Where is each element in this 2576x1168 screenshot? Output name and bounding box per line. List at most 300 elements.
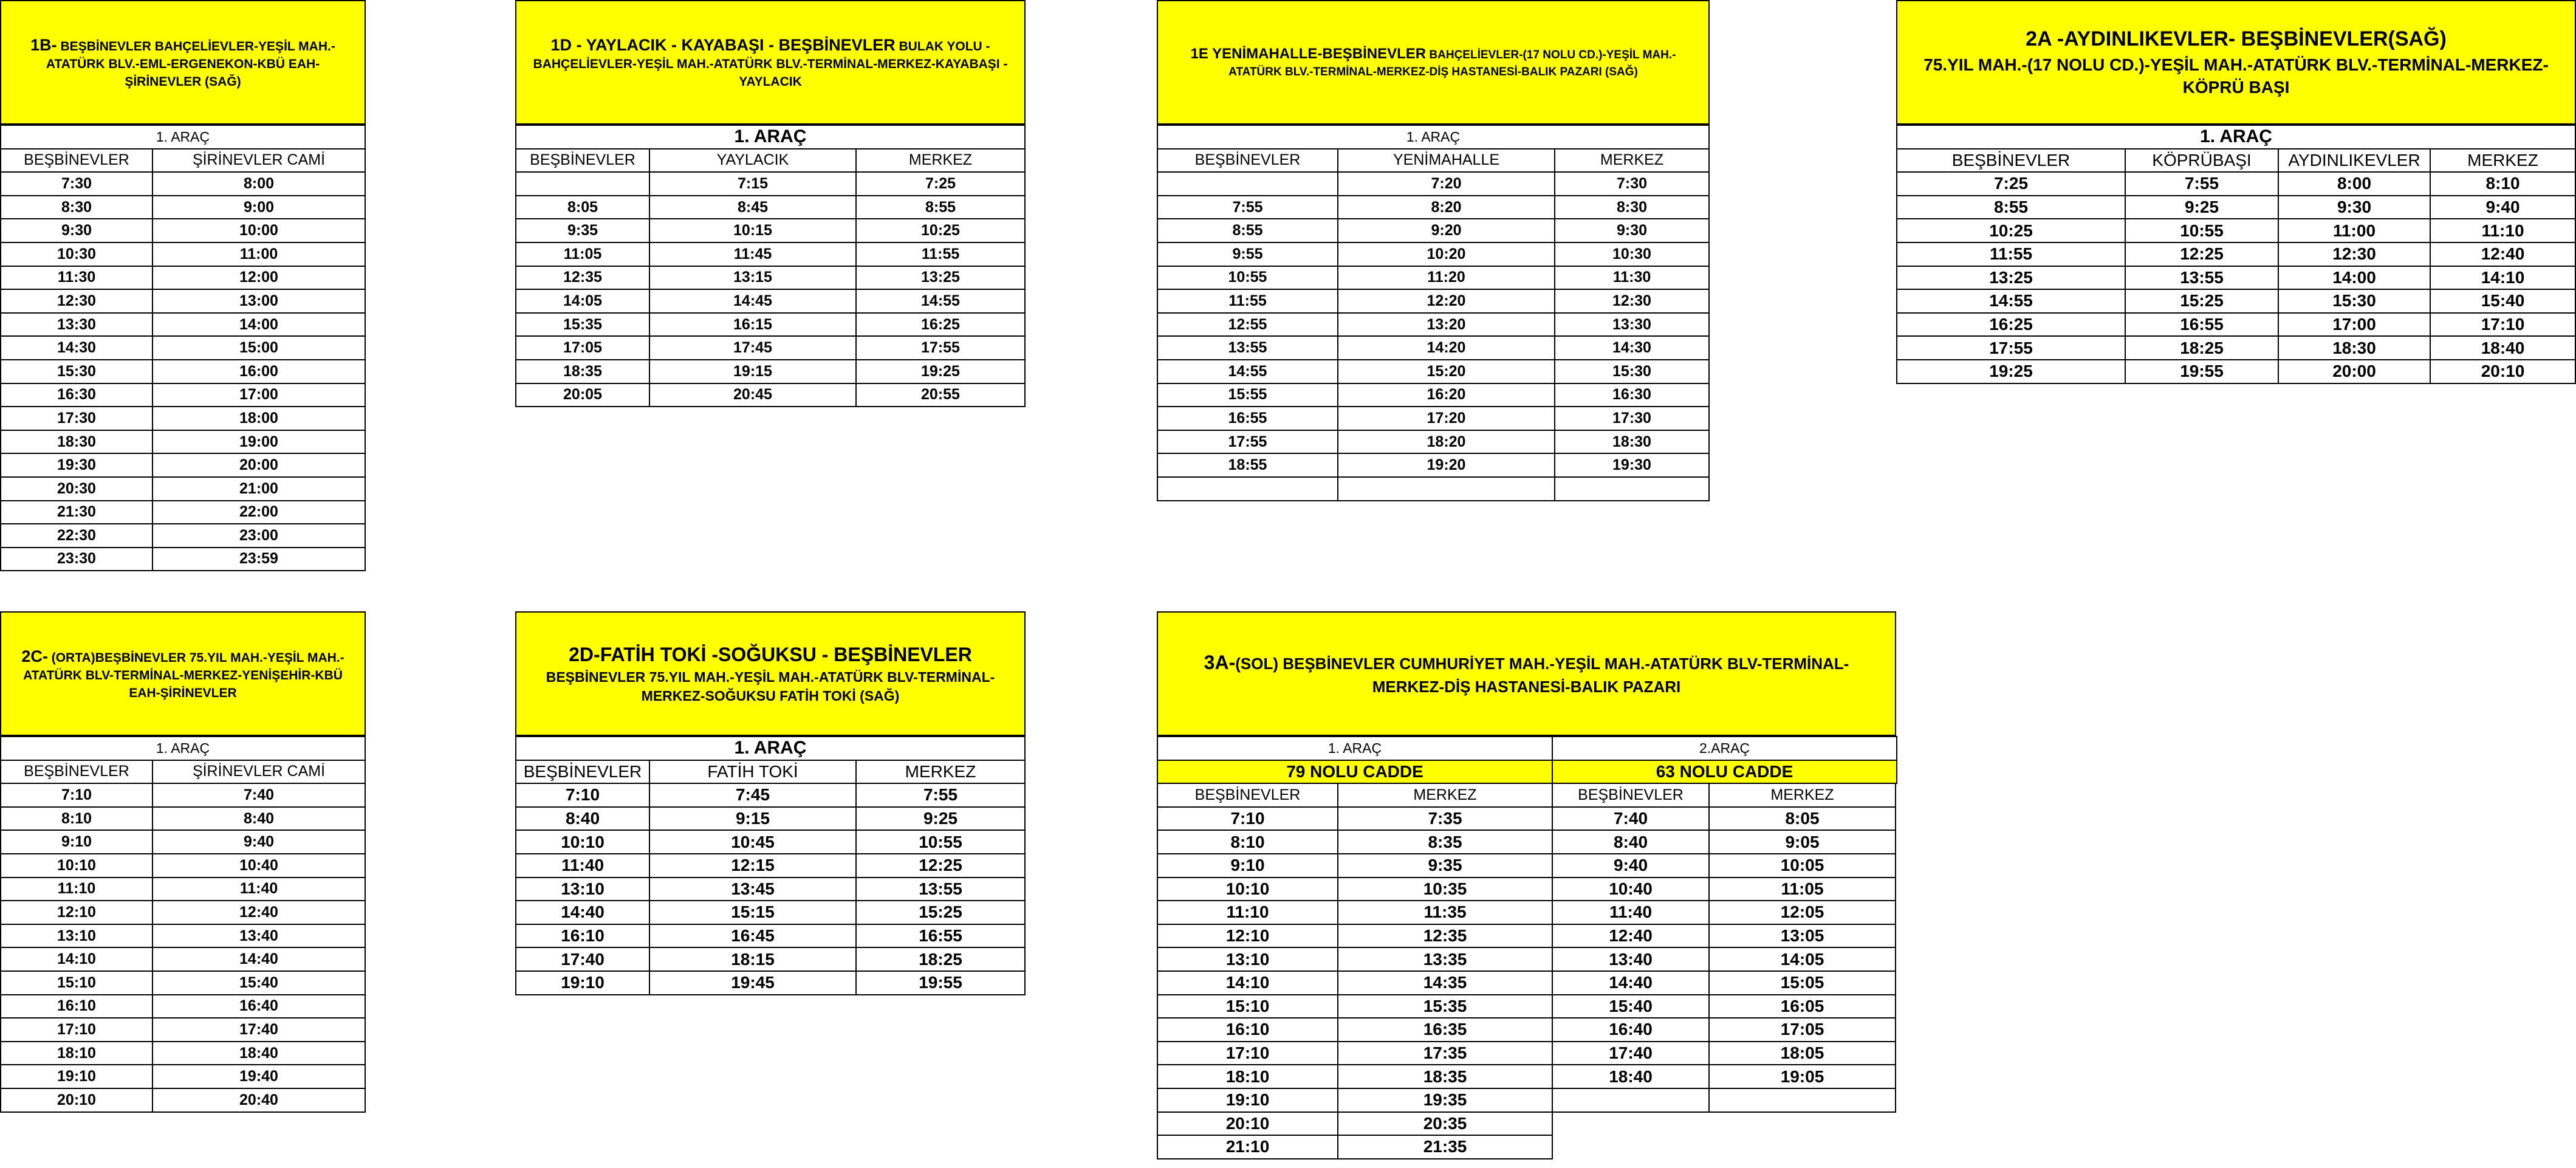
time-cell: 23:59	[152, 548, 365, 571]
time-cell: 20:40	[152, 1088, 365, 1112]
time-cell: 8:10	[1, 807, 152, 831]
time-cell: 19:05	[1709, 1065, 1896, 1088]
time-cell: 15:05	[1709, 971, 1896, 995]
time-cell: 17:10	[1157, 1042, 1338, 1065]
table-row	[1157, 901, 1896, 924]
time-cell: 18:30	[1, 430, 152, 454]
time-cell: 7:40	[1552, 807, 1709, 831]
time-cell: 10:45	[649, 830, 856, 854]
table-row	[1157, 313, 1709, 337]
time-cell: 9:30	[1555, 219, 1709, 242]
time-cell	[1157, 172, 1338, 196]
time-cell: 16:20	[1338, 383, 1555, 407]
time-cell: 11:40	[516, 854, 649, 878]
time-cell: 11:00	[152, 242, 365, 266]
time-cell: 15:10	[1157, 995, 1338, 1019]
column-header: BEŞBİNEVLER	[1, 149, 152, 173]
time-cell: 8:10	[2430, 172, 2575, 196]
time-cell: 11:05	[516, 242, 649, 266]
table-row	[1, 477, 365, 501]
time-cell: 18:20	[1338, 430, 1555, 454]
route-header	[515, 611, 1026, 736]
time-cell: 7:35	[1338, 807, 1552, 831]
table-row	[1, 196, 365, 219]
table-row	[516, 854, 1025, 878]
column-header: BEŞBİNEVLER	[1157, 149, 1338, 173]
time-cell: 20:00	[152, 453, 365, 477]
table-row	[1, 901, 365, 924]
time-cell: 20:05	[516, 383, 649, 407]
time-cell: 8:20	[1338, 196, 1555, 219]
time-cell: 12:40	[2430, 242, 2575, 266]
time-cell: 13:10	[1, 924, 152, 948]
time-cell: 14:10	[2430, 266, 2575, 290]
time-cell: 19:30	[1555, 453, 1709, 477]
time-cell: 17:00	[2278, 313, 2430, 337]
table-row	[516, 971, 1025, 995]
table-row	[1, 336, 365, 360]
time-cell: 14:55	[856, 289, 1025, 313]
time-cell: 8:40	[152, 807, 365, 831]
time-cell: 17:05	[1709, 1018, 1896, 1042]
route-header	[515, 0, 1026, 125]
time-cell: 22:00	[152, 501, 365, 524]
table-row	[1, 266, 365, 290]
vehicle-label: 1. ARAÇ	[516, 737, 1025, 760]
table-row	[1, 1065, 365, 1088]
route-description: (ORTA)BEŞBİNEVLER 75.YIL MAH.-YEŞİL MAH.-ATATÜRK BLV-TERMİNAL-MERKEZ-YENİŞEHİR-KBÜ EAH-ŞİRİNEVLER	[23, 650, 344, 700]
table-row	[1897, 336, 2575, 360]
time-cell: 20:10	[1, 1088, 152, 1112]
table-row	[1157, 219, 1709, 242]
time-cell: 14:35	[1338, 971, 1552, 995]
time-cell: 7:10	[1, 783, 152, 807]
time-cell: 15:35	[1338, 995, 1552, 1019]
column-header: ŞİRİNEVLER CAMİ	[152, 149, 365, 173]
table-row	[1, 242, 365, 266]
time-cell: 13:15	[649, 266, 856, 290]
time-cell: 9:35	[1338, 854, 1552, 878]
table-row	[1157, 807, 1896, 831]
time-cell: 17:00	[152, 383, 365, 407]
time-cell: 12:25	[2125, 242, 2278, 266]
table-row	[516, 242, 1025, 266]
time-cell: 9:05	[1709, 830, 1896, 854]
time-cell: 13:10	[1157, 947, 1338, 971]
table-row	[1897, 196, 2575, 219]
time-cell: 11:55	[1157, 289, 1338, 313]
time-cell: 18:10	[1157, 1065, 1338, 1088]
time-cell: 12:30	[1, 289, 152, 313]
time-cell: 10:05	[1709, 854, 1896, 878]
table-row	[516, 360, 1025, 383]
schedule-2a	[1896, 0, 2576, 384]
time-cell: 16:10	[1, 995, 152, 1019]
schedule-1b	[0, 0, 366, 571]
time-cell: 23:30	[1, 548, 152, 571]
time-cell: 19:10	[1157, 1088, 1338, 1112]
timetable-body	[1157, 783, 1896, 1159]
time-cell: 17:10	[2430, 313, 2575, 337]
time-cell: 13:00	[152, 289, 365, 313]
table-row	[1157, 266, 1709, 290]
time-cell: 8:40	[516, 807, 649, 831]
table-row	[1, 971, 365, 995]
time-cell: 7:15	[649, 172, 856, 196]
time-cell: 11:40	[152, 878, 365, 901]
table-row	[1, 453, 365, 477]
vehicle-label: 1. ARAÇ	[1157, 125, 1709, 149]
time-cell: 12:20	[1338, 289, 1555, 313]
time-cell: 20:55	[856, 383, 1025, 407]
table-row	[1157, 196, 1709, 219]
time-cell: 18:25	[856, 947, 1025, 971]
time-cell: 16:30	[1555, 383, 1709, 407]
time-cell: 12:25	[856, 854, 1025, 878]
time-cell: 11:55	[856, 242, 1025, 266]
column-header: MERKEZ	[1338, 783, 1552, 807]
time-cell: 19:10	[516, 971, 649, 995]
time-cell: 14:55	[1897, 289, 2125, 313]
time-cell: 19:40	[152, 1065, 365, 1088]
time-cell: 13:55	[856, 878, 1025, 901]
time-cell: 12:35	[516, 266, 649, 290]
time-cell: 10:40	[152, 854, 365, 878]
time-cell: 7:55	[2125, 172, 2278, 196]
table-row	[1, 524, 365, 548]
time-cell: 9:30	[2278, 196, 2430, 219]
table-row	[516, 196, 1025, 219]
time-cell: 17:40	[1552, 1042, 1709, 1065]
route-description: BEŞBİNEVLER BAHÇELİEVLER-YEŞİL MAH.-ATATÜRK BLV.-EML-ERGENEKON-KBÜ EAH-ŞİRİNEVLER (SAĞ)	[46, 39, 335, 89]
table-row	[516, 172, 1025, 196]
time-cell: 13:25	[856, 266, 1025, 290]
time-cell: 7:25	[1897, 172, 2125, 196]
time-cell: 19:55	[856, 971, 1025, 995]
time-cell: 8:05	[1709, 807, 1896, 831]
route-description: BEŞBİNEVLER 75.YIL MAH.-YEŞİL MAH.-ATATÜRK BLV-TERMİNAL-MERKEZ-SOĞUKSU FATİH TOKİ (SAĞ)	[546, 669, 995, 704]
time-cell: 10:30	[1, 242, 152, 266]
timetable	[1896, 125, 2576, 384]
time-cell	[1157, 477, 1338, 501]
time-cell: 15:55	[1157, 383, 1338, 407]
time-cell: 9:00	[152, 196, 365, 219]
time-cell: 10:25	[1897, 219, 2125, 242]
time-cell	[516, 172, 649, 196]
vehicle-label: 1. ARAÇ	[1157, 737, 1552, 760]
time-cell: 8:00	[152, 172, 365, 196]
table-row	[1157, 1065, 1896, 1088]
time-cell: 7:25	[856, 172, 1025, 196]
time-cell: 14:45	[649, 289, 856, 313]
table-row	[1, 924, 365, 948]
time-cell: 12:35	[1338, 924, 1552, 948]
table-row	[1157, 430, 1709, 454]
time-cell: 21:00	[152, 477, 365, 501]
table-row	[516, 830, 1025, 854]
table-row	[1, 807, 365, 831]
table-row	[1157, 407, 1709, 430]
table-row	[1, 172, 365, 196]
table-row	[1897, 360, 2575, 383]
time-cell: 19:15	[649, 360, 856, 383]
time-cell: 15:35	[516, 313, 649, 337]
table-row	[1157, 1088, 1896, 1112]
time-cell: 12:30	[2278, 242, 2430, 266]
table-row	[1157, 336, 1709, 360]
time-cell: 17:35	[1338, 1042, 1552, 1065]
time-cell: 12:00	[152, 266, 365, 290]
table-row	[1, 383, 365, 407]
route-code: 1D - YAYLACIK - KAYABAŞI - BEŞBİNEVLER	[550, 35, 896, 54]
column-header: BEŞBİNEVLER	[1897, 149, 2125, 173]
table-row	[1, 947, 365, 971]
time-cell: 18:35	[1338, 1065, 1552, 1088]
time-cell: 21:35	[1338, 1135, 1552, 1159]
time-cell: 16:25	[856, 313, 1025, 337]
table-row	[1, 219, 365, 242]
table-row	[1, 1018, 365, 1042]
route-description: BULAK YOLU -BAHÇELİEVLER-YEŞİL MAH.-ATATÜRK BLV.-TERMİNAL-MERKEZ-KAYABAŞI - YAYLACIK	[533, 39, 1008, 89]
time-cell: 19:35	[1338, 1088, 1552, 1112]
time-cell: 14:05	[1709, 947, 1896, 971]
route-code: 2D-FATİH TOKİ -SOĞUKSU - BEŞBİNEVLER	[569, 643, 972, 665]
time-cell: 12:10	[1, 901, 152, 924]
time-cell: 11:35	[1338, 901, 1552, 924]
time-cell: 17:40	[152, 1018, 365, 1042]
route-code: 1E YENİMAHALLE-BEŞBİNEVLER	[1190, 46, 1427, 63]
time-cell: 10:20	[1338, 242, 1555, 266]
table-row	[1157, 453, 1709, 477]
time-cell: 16:45	[649, 924, 856, 948]
column-header: AYDINLIKEVLER	[2278, 149, 2430, 173]
time-cell: 11:30	[1555, 266, 1709, 290]
time-cell: 12:40	[1552, 924, 1709, 948]
table-row	[516, 266, 1025, 290]
time-cell: 18:40	[1552, 1065, 1709, 1088]
route-description: 75.YIL MAH.-(17 NOLU CD.)-YEŞİL MAH.-ATATÜRK BLV.-TERMİNAL-MERKEZ-KÖPRÜ BAŞI	[1923, 55, 2549, 97]
time-cell: 14:40	[516, 901, 649, 924]
time-cell: 10:40	[1552, 878, 1709, 901]
table-row	[1, 548, 365, 571]
time-cell: 13:30	[1, 313, 152, 337]
schedule-2c	[0, 611, 366, 1113]
route-header	[0, 611, 366, 736]
time-cell: 20:10	[1157, 1112, 1338, 1136]
time-cell: 15:15	[649, 901, 856, 924]
route-code: 2A -AYDINLIKEVLER- BEŞBİNEVLER(SAĞ)	[2026, 27, 2447, 50]
table-row	[1, 430, 365, 454]
schedule-1e	[1157, 0, 1710, 501]
schedule-1d	[515, 0, 1026, 407]
table-row	[1, 783, 365, 807]
time-cell: 16:35	[1338, 1018, 1552, 1042]
time-cell: 9:10	[1, 830, 152, 854]
time-cell: 9:40	[1552, 854, 1709, 878]
time-cell: 16:15	[649, 313, 856, 337]
table-row	[1157, 878, 1896, 901]
time-cell: 8:05	[516, 196, 649, 219]
time-cell: 13:10	[516, 878, 649, 901]
column-header: ŞİRİNEVLER CAMİ	[152, 760, 365, 784]
time-cell: 11:10	[2430, 219, 2575, 242]
time-cell: 18:40	[2430, 336, 2575, 360]
column-header: MERKEZ	[1709, 783, 1896, 807]
table-row	[516, 783, 1025, 807]
table-row	[1897, 172, 2575, 196]
vehicle-label: 1. ARAÇ	[1, 737, 365, 760]
table-row	[1157, 289, 1709, 313]
time-cell: 14:00	[2278, 266, 2430, 290]
time-cell: 11:10	[1, 878, 152, 901]
time-cell: 8:35	[1338, 830, 1552, 854]
time-cell: 13:20	[1338, 313, 1555, 337]
time-cell: 10:10	[1, 854, 152, 878]
time-cell: 13:30	[1555, 313, 1709, 337]
time-cell: 16:10	[516, 924, 649, 948]
table-row	[1897, 242, 2575, 266]
time-cell: 12:55	[1157, 313, 1338, 337]
column-header: MERKEZ	[2430, 149, 2575, 173]
time-cell: 16:55	[856, 924, 1025, 948]
time-cell: 19:25	[856, 360, 1025, 383]
time-cell: 14:40	[1552, 971, 1709, 995]
time-cell: 15:30	[1555, 360, 1709, 383]
column-header: FATİH TOKİ	[649, 760, 856, 784]
time-cell: 9:25	[856, 807, 1025, 831]
time-cell: 16:10	[1157, 1018, 1338, 1042]
route-header	[1157, 611, 1896, 736]
column-header: YENİMAHALLE	[1338, 149, 1555, 173]
time-cell: 13:25	[1897, 266, 2125, 290]
time-cell: 10:10	[1157, 878, 1338, 901]
time-cell: 7:30	[1, 172, 152, 196]
time-cell: 11:00	[2278, 219, 2430, 242]
time-cell: 16:40	[152, 995, 365, 1019]
time-cell: 18:00	[152, 407, 365, 430]
time-cell: 13:45	[649, 878, 856, 901]
time-cell: 14:55	[1157, 360, 1338, 383]
time-cell: 15:25	[2125, 289, 2278, 313]
time-cell: 9:35	[516, 219, 649, 242]
time-cell: 17:55	[856, 336, 1025, 360]
column-header: BEŞBİNEVLER	[1, 760, 152, 784]
time-cell: 14:20	[1338, 336, 1555, 360]
column-header: YAYLACIK	[649, 149, 856, 173]
time-cell	[1709, 1088, 1896, 1112]
time-cell: 8:55	[856, 196, 1025, 219]
time-cell: 13:55	[2125, 266, 2278, 290]
time-cell: 17:55	[1897, 336, 2125, 360]
time-cell: 17:40	[516, 947, 649, 971]
time-cell: 15:40	[2430, 289, 2575, 313]
table-row	[1, 313, 365, 337]
time-cell: 17:30	[1, 407, 152, 430]
time-cell: 17:10	[1, 1018, 152, 1042]
time-cell: 9:20	[1338, 219, 1555, 242]
time-cell: 18:05	[1709, 1042, 1896, 1065]
time-cell: 10:55	[1157, 266, 1338, 290]
time-cell: 11:05	[1709, 878, 1896, 901]
time-cell: 15:30	[2278, 289, 2430, 313]
time-cell: 14:40	[152, 947, 365, 971]
table-row	[1157, 1042, 1896, 1065]
time-cell: 21:30	[1, 501, 152, 524]
time-cell: 15:25	[856, 901, 1025, 924]
time-cell: 11:45	[649, 242, 856, 266]
time-cell: 7:10	[1157, 807, 1338, 831]
vehicle-label: 1. ARAÇ	[1, 125, 365, 149]
table-row	[1, 854, 365, 878]
time-cell: 20:30	[1, 477, 152, 501]
time-cell: 19:10	[1, 1065, 152, 1088]
table-row	[1, 878, 365, 901]
time-cell: 19:55	[2125, 360, 2278, 383]
table-row	[1897, 266, 2575, 290]
column-header: MERKEZ	[1555, 149, 1709, 173]
time-cell: 9:30	[1, 219, 152, 242]
schedule-2d	[515, 611, 1026, 995]
time-cell: 15:40	[152, 971, 365, 995]
time-cell: 10:15	[649, 219, 856, 242]
time-cell: 7:10	[516, 783, 649, 807]
time-cell: 8:00	[2278, 172, 2430, 196]
time-cell: 17:05	[516, 336, 649, 360]
time-cell	[1552, 1088, 1709, 1112]
time-cell: 7:20	[1338, 172, 1555, 196]
table-row	[1157, 830, 1896, 854]
empty-cell	[1709, 1135, 1896, 1159]
time-cell: 18:30	[2278, 336, 2430, 360]
time-cell: 8:30	[1555, 196, 1709, 219]
time-cell: 11:40	[1552, 901, 1709, 924]
table-row	[1157, 854, 1896, 878]
time-cell: 8:55	[1897, 196, 2125, 219]
column-header: MERKEZ	[856, 760, 1025, 784]
table-row	[1, 360, 365, 383]
table-row	[516, 924, 1025, 948]
time-cell: 16:55	[1157, 407, 1338, 430]
table-row	[1157, 360, 1709, 383]
time-cell: 10:55	[856, 830, 1025, 854]
time-cell: 18:55	[1157, 453, 1338, 477]
time-cell: 9:40	[152, 830, 365, 854]
route-header	[0, 0, 366, 125]
time-cell: 14:10	[1, 947, 152, 971]
time-cell: 12:10	[1157, 924, 1338, 948]
time-cell: 18:10	[1, 1042, 152, 1065]
table-row	[516, 313, 1025, 337]
time-cell: 7:45	[649, 783, 856, 807]
column-header: KÖPRÜBAŞI	[2125, 149, 2278, 173]
route-header	[1896, 0, 2576, 125]
column-header: BEŞBİNEVLER	[1157, 783, 1338, 807]
time-cell: 16:55	[2125, 313, 2278, 337]
table-row	[1157, 924, 1896, 948]
route-code: 2C-	[21, 647, 48, 665]
table-row	[1, 1088, 365, 1112]
time-cell: 21:10	[1157, 1135, 1338, 1159]
time-cell: 19:25	[1897, 360, 2125, 383]
table-row	[1157, 383, 1709, 407]
time-cell	[1555, 477, 1709, 501]
time-cell: 14:30	[1555, 336, 1709, 360]
route-description: BAHÇELİEVLER-(17 NOLU CD.)-YEŞİL MAH.-ATATÜRK BLV.-TERMİNAL-MERKEZ-DİŞ HASTANESİ-BALIK PAZARI (SAĞ)	[1228, 49, 1676, 78]
time-cell: 16:00	[152, 360, 365, 383]
column-header: BEŞBİNEVLER	[1552, 783, 1709, 807]
time-cell: 13:55	[1157, 336, 1338, 360]
time-cell: 19:30	[1, 453, 152, 477]
